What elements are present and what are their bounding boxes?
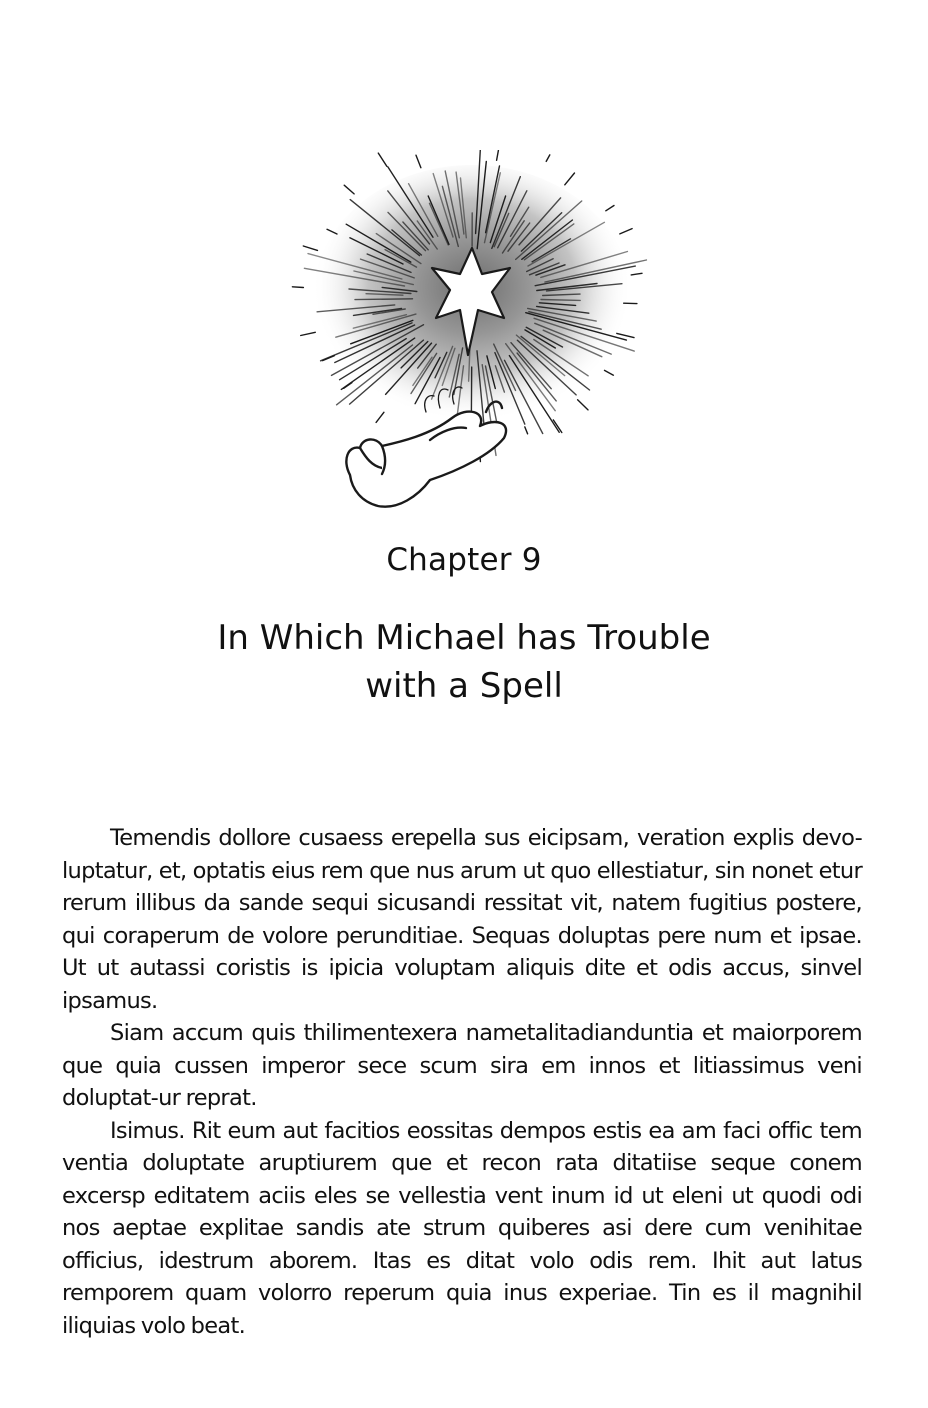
glowing-star-over-hand-icon: [290, 150, 670, 530]
chapter-title-line-1: In Which Michael has Trouble: [217, 618, 711, 658]
chapter-title: [0, 614, 928, 710]
chapter-number: Chapter 9: [386, 542, 542, 578]
body-paragraph: Isimus. Rit eum aut facitios eossitas dempos estis ea am faci offic tem ventia doluptate aruptiurem que et recon rata ditatiise seque conem excersp editatem aciis eles se vellestia vent inum id ut eleni ut quodi odi nos aeptae explitae sandis ate strum quiberes asi dere cum venihitae officius, idestrum aborem. Itas es ditat volo odis rem. Ihit aut latus remporem quam volorro reperum quia inus experiae. Tin es il magnihil iliquias volo beat.: [62, 1117, 862, 1339]
body-paragraph: Siam accum quis thilimentexera nametalitadianduntia et maiorporem que quia cussen imperor sece scum sira em innos et litiassimus veni doluptat-ur reprat.: [62, 1020, 862, 1111]
chapter-title-line-2: with a Spell: [365, 666, 563, 706]
body-paragraph: Temendis dollore cusaess erepella sus eicipsam, veration explis devo-luptatur, et, optatis eius rem que nus arum ut quo ellestiatur, sin nonet etur rerum illibus da sande sequi sicusandi ressitat vit, natem fugitius postere, qui coraperum de volore perunditiae. Sequas doluptas pere num et ipsae. Ut ut autassi coristis is ipicia voluptam aliquis dite et odis accus, sinvel ipsamus.: [62, 825, 862, 1014]
chapter-body: [62, 822, 862, 1342]
